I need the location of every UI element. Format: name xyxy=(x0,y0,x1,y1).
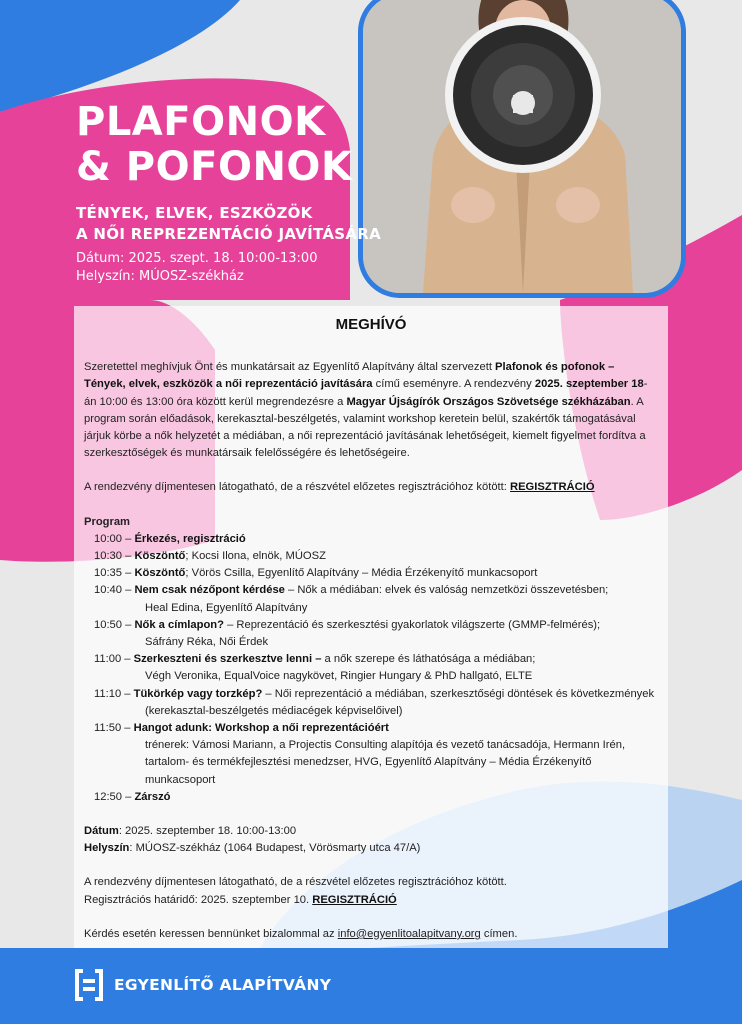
place-value: : MÚOSZ-székház (1064 Budapest, Vörösmarty utca 47/A) xyxy=(129,842,421,855)
registration-link[interactable]: REGISZTRÁCIÓ xyxy=(510,481,595,494)
program-item-title: Köszöntő xyxy=(134,567,186,580)
program-item xyxy=(84,617,658,651)
contact-tail: címen. xyxy=(480,927,518,940)
program-item-detail: ; Kocsi Ilona, elnök, MÚOSZ xyxy=(185,550,326,563)
intro-text: . A program során előadások, kerekasztal-beszélgetés, valamint workshop keretein belül, szakértők támogatásával járjuk körbe a nők helyzetét a médiában, a női reprezentáció javításának lehetőségeit, kiemelt figyelmet fordítva a szerkesztőségek és munkatársaik felelősségére és lehetőségeire. xyxy=(84,395,646,460)
free-entry-line: A rendezvény díjmentesen látogatható, de a részvétel előzetes regisztrációhoz kötött. xyxy=(84,876,507,889)
program-item xyxy=(84,582,658,616)
program-time: 10:50 – xyxy=(94,618,135,631)
program-item xyxy=(84,565,658,582)
program-time: 11:50 – xyxy=(94,722,134,735)
program-item-detail: – Nők a médiában: elvek és valóság nemzetközi összevetésben; xyxy=(284,584,609,597)
deadline-text: Regisztrációs határidő: 2025. szeptember 10. xyxy=(84,893,313,906)
free-entry-text: A rendezvény díjmentesen látogatható, de a részvétel előzetes regisztrációhoz kötött: xyxy=(84,481,510,494)
date-line xyxy=(84,823,658,840)
program-item-detail: – Női reprezentáció a médiában, szerkesztőségi döntések és következmények xyxy=(262,687,655,700)
event-title xyxy=(76,100,406,190)
place-line xyxy=(84,840,658,857)
header-date: Dátum: 2025. szept. 18. 10:00-13:00 xyxy=(76,251,318,266)
logo-text: EGYENLÍTŐ ALAPÍTVÁNY xyxy=(114,976,332,994)
deadline-line xyxy=(84,892,658,909)
program-item-speaker: Sáfrány Réka, Női Érdek xyxy=(145,636,269,649)
program-item xyxy=(84,531,658,548)
intro-event-name: Plafonok és pofonok – Tények, elvek, eszközök a női reprezentáció javítására xyxy=(84,361,615,391)
program-item xyxy=(84,720,658,789)
event-header xyxy=(76,100,406,286)
program-item-detail: a nők szerepe és láthatósága a médiában; xyxy=(321,653,536,666)
title-line-1: PLAFONOK xyxy=(76,99,326,145)
equals-logo-icon xyxy=(74,968,104,1002)
program-time: 10:35 – xyxy=(94,567,135,580)
program-item-title: Szerkeszteni és szerkesztve lenni – xyxy=(133,653,322,666)
intro-venue: Magyar Újságírók Országos Szövetsége székházában xyxy=(346,395,631,408)
program-item-title: Zárszó xyxy=(134,790,171,803)
subtitle-line-2: A NŐI REPREZENTÁCIÓ JAVÍTÁSÁRA xyxy=(76,225,382,243)
program-item-speaker: Végh Veronika, EqualVoice nagykövet, Ringier Hungary & PhD hallgató, ELTE xyxy=(145,670,533,683)
program-title: Program xyxy=(84,515,131,528)
contact-email-link[interactable]: info@egyenlitoalapitvany.org xyxy=(337,927,481,940)
program-item-detail: – Reprezentáció és szerkesztési gyakorlatok világszerte (GMMP-felmérés); xyxy=(223,618,601,631)
contact-text: Kérdés esetén keressen bennünket bizalommal az xyxy=(84,927,338,940)
intro-text: Szeretettel meghívjuk Önt és munkatársait az Egyenlítő Alapítvány által szervezett xyxy=(84,361,496,374)
megaphone-icon xyxy=(363,0,681,293)
subtitle-line-1: TÉNYEK, ELVEK, ESZKÖZÖK xyxy=(76,204,313,222)
program-item-detail: ; Vörös Csilla, Egyenlítő Alapítvány – Média Érzékenyítő munkacsoport xyxy=(185,567,538,580)
intro-text: című eseményre. A rendezvény xyxy=(372,378,535,391)
invitation-title: MEGHÍVÓ xyxy=(335,316,407,333)
date-value: : 2025. szeptember 18. 10:00-13:00 xyxy=(118,825,297,838)
registration-paragraph xyxy=(84,479,658,496)
program-item-speaker: (kerekasztal-beszélgetés médiacégek képviselőivel) xyxy=(145,704,403,717)
title-line-2: & POFONOK xyxy=(76,144,353,190)
date-label: Dátum xyxy=(84,825,119,838)
program-item xyxy=(84,548,658,565)
program-time: 10:00 – xyxy=(94,532,135,545)
program-item-title: Nem csak nézőpont kérdése xyxy=(134,584,285,597)
program-time: 11:00 – xyxy=(94,653,134,666)
program-item-title: Tükörkép vagy torzkép? xyxy=(133,687,263,700)
program-item-title: Nők a címlapon? xyxy=(134,618,224,631)
intro-text: -án 10:00 és 13:00 óra között kerül megrendezésre a xyxy=(84,378,648,408)
program-list xyxy=(84,531,658,806)
intro-paragraph xyxy=(84,359,658,462)
program-time: 11:10 – xyxy=(94,687,134,700)
intro-date: 2025. szeptember 18 xyxy=(534,378,644,391)
program-time: 12:50 – xyxy=(94,790,135,803)
program-item-title: Köszöntő xyxy=(134,550,186,563)
program-item xyxy=(84,651,658,685)
program-item-title: Érkezés, regisztráció xyxy=(134,532,246,545)
header-location: Helyszín: MÚOSZ-székház xyxy=(76,269,244,284)
program-item-speaker: Heal Edina, Egyenlítő Alapítvány xyxy=(145,601,308,614)
contact-line xyxy=(84,926,658,943)
program-time: 10:40 – xyxy=(94,584,135,597)
program-item xyxy=(84,789,658,806)
program-item-speaker: trénerek: Vámosi Mariann, a Projectis Consulting alapítója és vezető tanácsadója, Hermann Irén, tartalom- és termékfejlesztési menedzser, HVG, Egyenlítő Alapítvány – Média Érzékenyítő munkacsoport xyxy=(145,739,626,786)
megaphone-photo xyxy=(358,0,686,298)
place-label: Helyszín xyxy=(84,842,130,855)
event-subtitle xyxy=(76,203,406,245)
event-meta xyxy=(76,250,406,286)
program-item xyxy=(84,686,658,720)
program-item-title: Hangot adunk: Workshop a női reprezentációért xyxy=(133,722,389,735)
program-time: 10:30 – xyxy=(94,550,135,563)
invitation-panel xyxy=(74,306,668,948)
foundation-logo xyxy=(74,968,331,1002)
registration-link-2[interactable]: REGISZTRÁCIÓ xyxy=(312,893,397,906)
